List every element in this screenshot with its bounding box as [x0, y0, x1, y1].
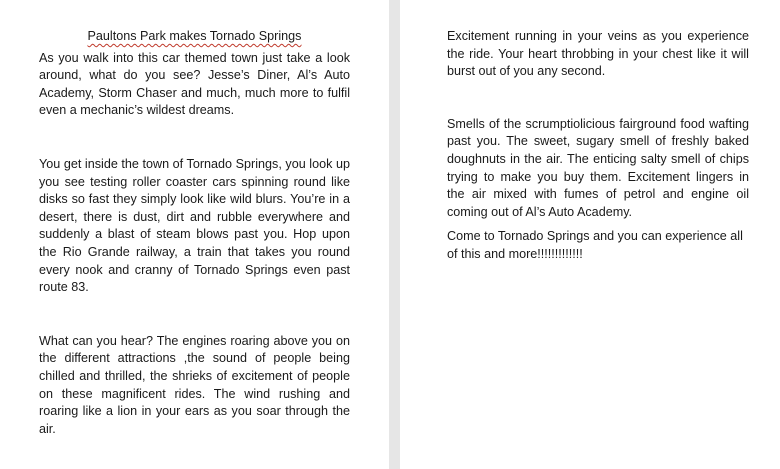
document-title[interactable]: Paultons Park makes Tornado Springs — [87, 29, 302, 43]
document-page-left[interactable] — [0, 0, 389, 469]
paragraph-right-1[interactable]: Excitement running in your veins as you experience the ride. Your heart throbbing in your chest like it will burst out of you any second. — [447, 29, 749, 79]
paragraph-right-2[interactable]: Smells of the scrumptiolicious fairground food wafting past you. The sweet, sugary smell of freshly baked doughnuts in the air. The enticing salty smell of chips trying to make you buy them. Excitement lingers in the air mixed with fumes of petrol and engine oil coming out of Al’s Auto Academy. — [447, 116, 749, 219]
paragraph-left-2[interactable]: You get inside the town of Tornado Springs, you look up you see testing roller coaster cars spinning round like disks so fast they simply look like wild blurs. You’re in a desert, there is dust, dirt and rubble everywhere and suddenly a blast of steam blows past you. Hop upon the Rio Grande railway, a train that takes you round every nook and cranny of Tornado Springs even past route 83. — [39, 156, 350, 295]
paragraph-left-1[interactable]: As you walk into this car themed town just take a look around, what do you see? Jesse’s Diner, Al’s Auto Academy, Storm Chaser and much, much more to fulfil even a mechanic’s wildest dreams. — [39, 50, 350, 118]
paragraph-left-3[interactable]: What can you hear? The engines roaring above you on the different attractions ,the sound of people being chilled and thrilled, the shrieks of excitement of people on these magnificent rides. The wind rushing and roaring like a lion in your ears as you soar through the air. — [39, 333, 350, 436]
document-page-right[interactable] — [400, 0, 780, 469]
paragraph-right-3[interactable]: Come to Tornado Springs and you can experience all of this and more!!!!!!!!!!!!! — [447, 229, 743, 261]
